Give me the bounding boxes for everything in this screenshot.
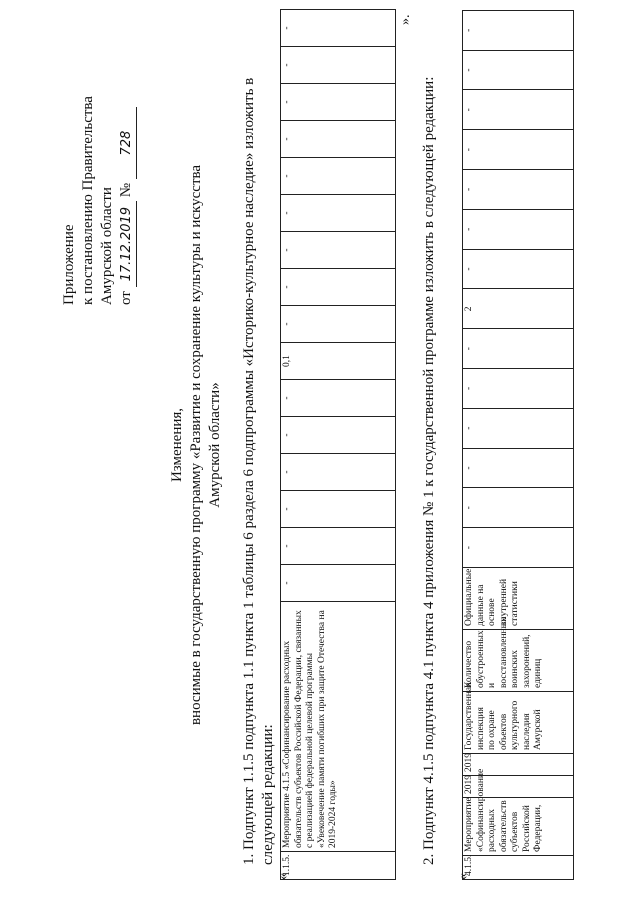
table-cell: - [281,47,396,84]
row-name: Мероприятие 4.1.5 «Софинансирование расходных обязательств субъектов Российской Федерации, связанных с реализацией федеральной целевой программы «Увековечение памяти погибших при защите Отечества на 2019-2024 годы» [281,602,396,852]
table-cell: - [463,170,574,210]
table-cell: - [463,209,574,249]
table-cell: - [463,488,574,528]
table-cell: - [463,50,574,90]
year-start: 2019 [463,776,574,798]
executor: Государственная инспекция по охране объектов культурного наследия Амурской [463,692,574,754]
appendix-block [60,96,137,305]
table-cell: - [281,158,396,195]
document-heading [168,135,225,755]
section-1-text: 1. Подпункт 1.1.5 подпункта 1.1 пункта 1 таблицы 6 раздела 6 подпрограммы «Историко-культурное наследие» изложить в следующей редакции: [241,77,276,865]
table-cell: - [281,380,396,417]
indicator: Количество обустроенных и восстановленных воинских захоронений, единиц [463,630,574,692]
section-2-open-quote: « [456,873,471,880]
heading-line-1: вносимые в государственную программу «Развитие и сохранение культуры и искусства [188,164,204,726]
appendix-date-line [117,96,137,305]
table-cell: - [281,565,396,602]
table-cell: - [281,491,396,528]
heading-line-2: Амурской области» [207,382,223,508]
table-cell: - [463,448,574,488]
number-value: 728 [117,107,137,179]
table-cell: - [281,306,396,343]
table-cell: - [463,369,574,409]
table-cell: - [281,269,396,306]
table-row [463,10,574,879]
table-cell: - [281,84,396,121]
data-source: Официальные данные на основе внутренней статистики [463,568,574,630]
year-end: 2019 [463,754,574,776]
section-1-close-quote: ». [398,14,413,25]
table-cell: - [463,90,574,130]
section-2-text: 2. Подпункт 4.1.5 подпункта 4.1 пункта 4 приложения № 1 к государственной программе изложить в следующей редакции: [421,76,437,865]
table-row [281,10,396,880]
table-1 [280,9,396,880]
date-value: 17.12.2019 [117,201,137,287]
heading-title: Изменения, [169,407,185,483]
table-cell: - [463,408,574,448]
table-cell: - [281,528,396,565]
table-cell: - [281,454,396,491]
appendix-line-2: Амурской области [99,187,115,305]
table-cell: - [281,121,396,158]
table-cell: - [281,232,396,269]
table-cell: 2 [463,289,574,329]
section-1-open-quote: « [276,873,291,880]
date-prefix: от [118,291,134,305]
table-cell: - [281,417,396,454]
table-cell: - [463,249,574,289]
row-number: 1.1.5. [281,852,396,880]
row-name: Мероприятие «Софинансирование расходных обязательств субъектов Российской Федерации, [463,798,574,856]
table-cell: - [463,130,574,170]
table-2 [462,10,574,880]
table-cell: - [281,195,396,232]
number-prefix: № [118,182,134,198]
appendix-title: Приложение [61,224,77,305]
table-cell: - [463,528,574,568]
appendix-line-1: к постановлению Правительства [80,96,96,305]
row-number: 4.1.5. [463,856,574,880]
table-cell: - [463,329,574,369]
table-cell: - [463,10,574,50]
table-cell: - [281,10,396,47]
table-cell: 0,1 [281,343,396,380]
